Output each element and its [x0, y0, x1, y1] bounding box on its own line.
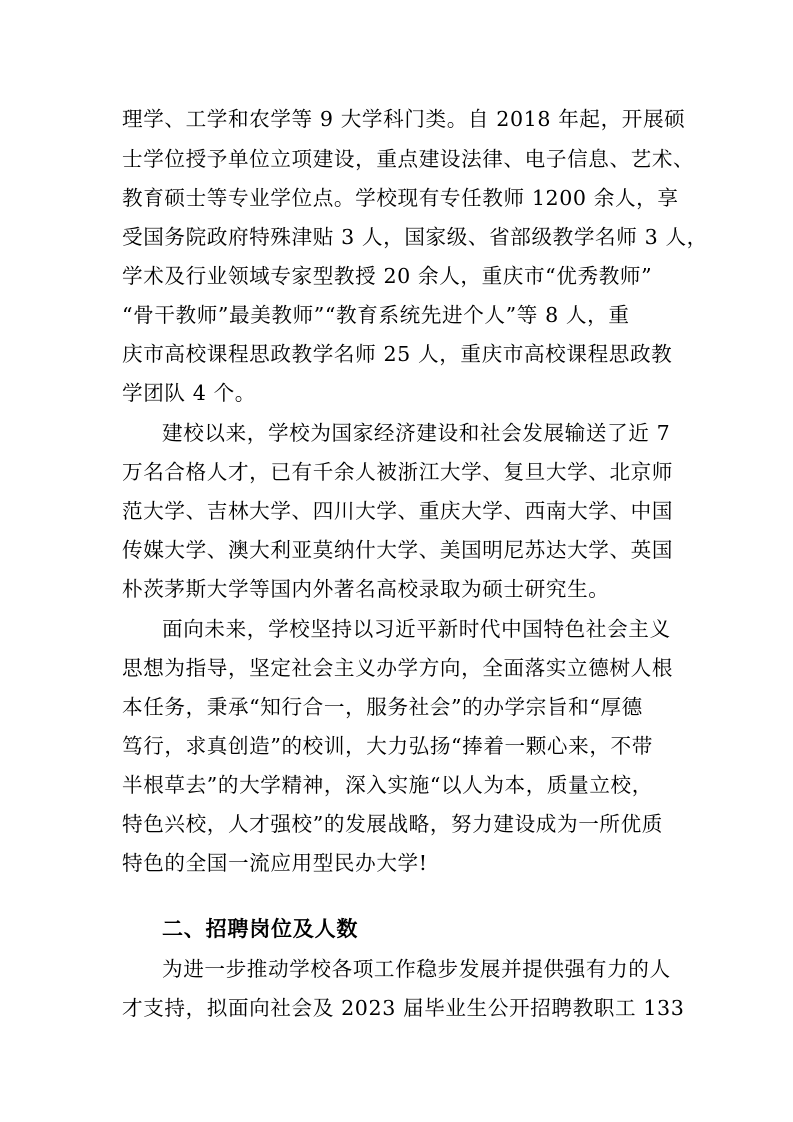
section-2-heading: 二、招聘岗位及人数	[162, 917, 359, 941]
paragraph-1-line-2: 士学位授予单位立项建设，重点建设法律、电子信息、艺术、	[122, 147, 695, 171]
paragraph-1-line-1: 理学、工学和农学等 9 大学科门类。自 2018 年起，开展硕	[122, 107, 686, 131]
section-2-line-1: 为进一步推动学校各项工作稳步发展并提供强有力的人	[162, 957, 671, 981]
paragraph-1-line-4: 受国务院政府特殊津贴 3 人，国家级、省部级教学名师 3 人，	[122, 225, 708, 249]
paragraph-2-line-3: 范大学、吉林大学、四川大学、重庆大学、西南大学、中国	[122, 499, 674, 523]
paragraph-1-line-6: “骨干教师”最美教师”“教育系统先进个人”等 8 人，重	[122, 303, 630, 327]
paragraph-1-line-7: 庆市高校课程思政教学名师 25 人，重庆市高校课程思政教	[122, 342, 673, 366]
paragraph-3-line-7: 特色的全国一流应用型民办大学!	[122, 851, 428, 875]
paragraph-2-line-5: 朴茨茅斯大学等国内外著名高校录取为硕士研究生。	[122, 577, 610, 601]
paragraph-2-line-1: 建校以来，学校为国家经济建设和社会发展输送了近 7	[162, 421, 671, 445]
paragraph-3-line-4: 笃行，求真创造”的校训，大力弘扬“捧着一颗心来，不带	[122, 734, 653, 758]
section-2-line-2: 才支持，拟面向社会及 2023 届毕业生公开招聘教职工 133	[122, 996, 685, 1020]
paragraph-1-line-5: 学术及行业领域专家型教授 20 余人，重庆市“优秀教师”	[122, 264, 653, 288]
paragraph-3-line-1: 面向未来，学校坚持以习近平新时代中国特色社会主义	[162, 617, 671, 641]
paragraph-2-line-4: 传媒大学、澳大利亚莫纳什大学、美国明尼苏达大学、英国	[122, 538, 674, 562]
paragraph-3-line-5: 半根草去”的大学精神，深入实施“以人为本，质量立校，	[122, 773, 653, 797]
paragraph-1-line-3: 教育硕士等专业学位点。学校现有专任教师 1200 余人，享	[122, 186, 679, 210]
paragraph-3-line-6: 特色兴校，人才强校”的发展战略，努力建设成为一所优质	[122, 812, 663, 836]
paragraph-3-line-3: 本任务，秉承“知行合一，服务社会”的办学宗旨和“厚德	[122, 695, 643, 719]
paragraph-3-line-2: 思想为指导，坚定社会主义办学方向，全面落实立德树人根	[122, 656, 674, 680]
paragraph-2-line-2: 万名合格人才，已有千余人被浙江大学、复旦大学、北京师	[122, 460, 674, 484]
paragraph-1-line-8: 学团队 4 个。	[122, 381, 256, 405]
